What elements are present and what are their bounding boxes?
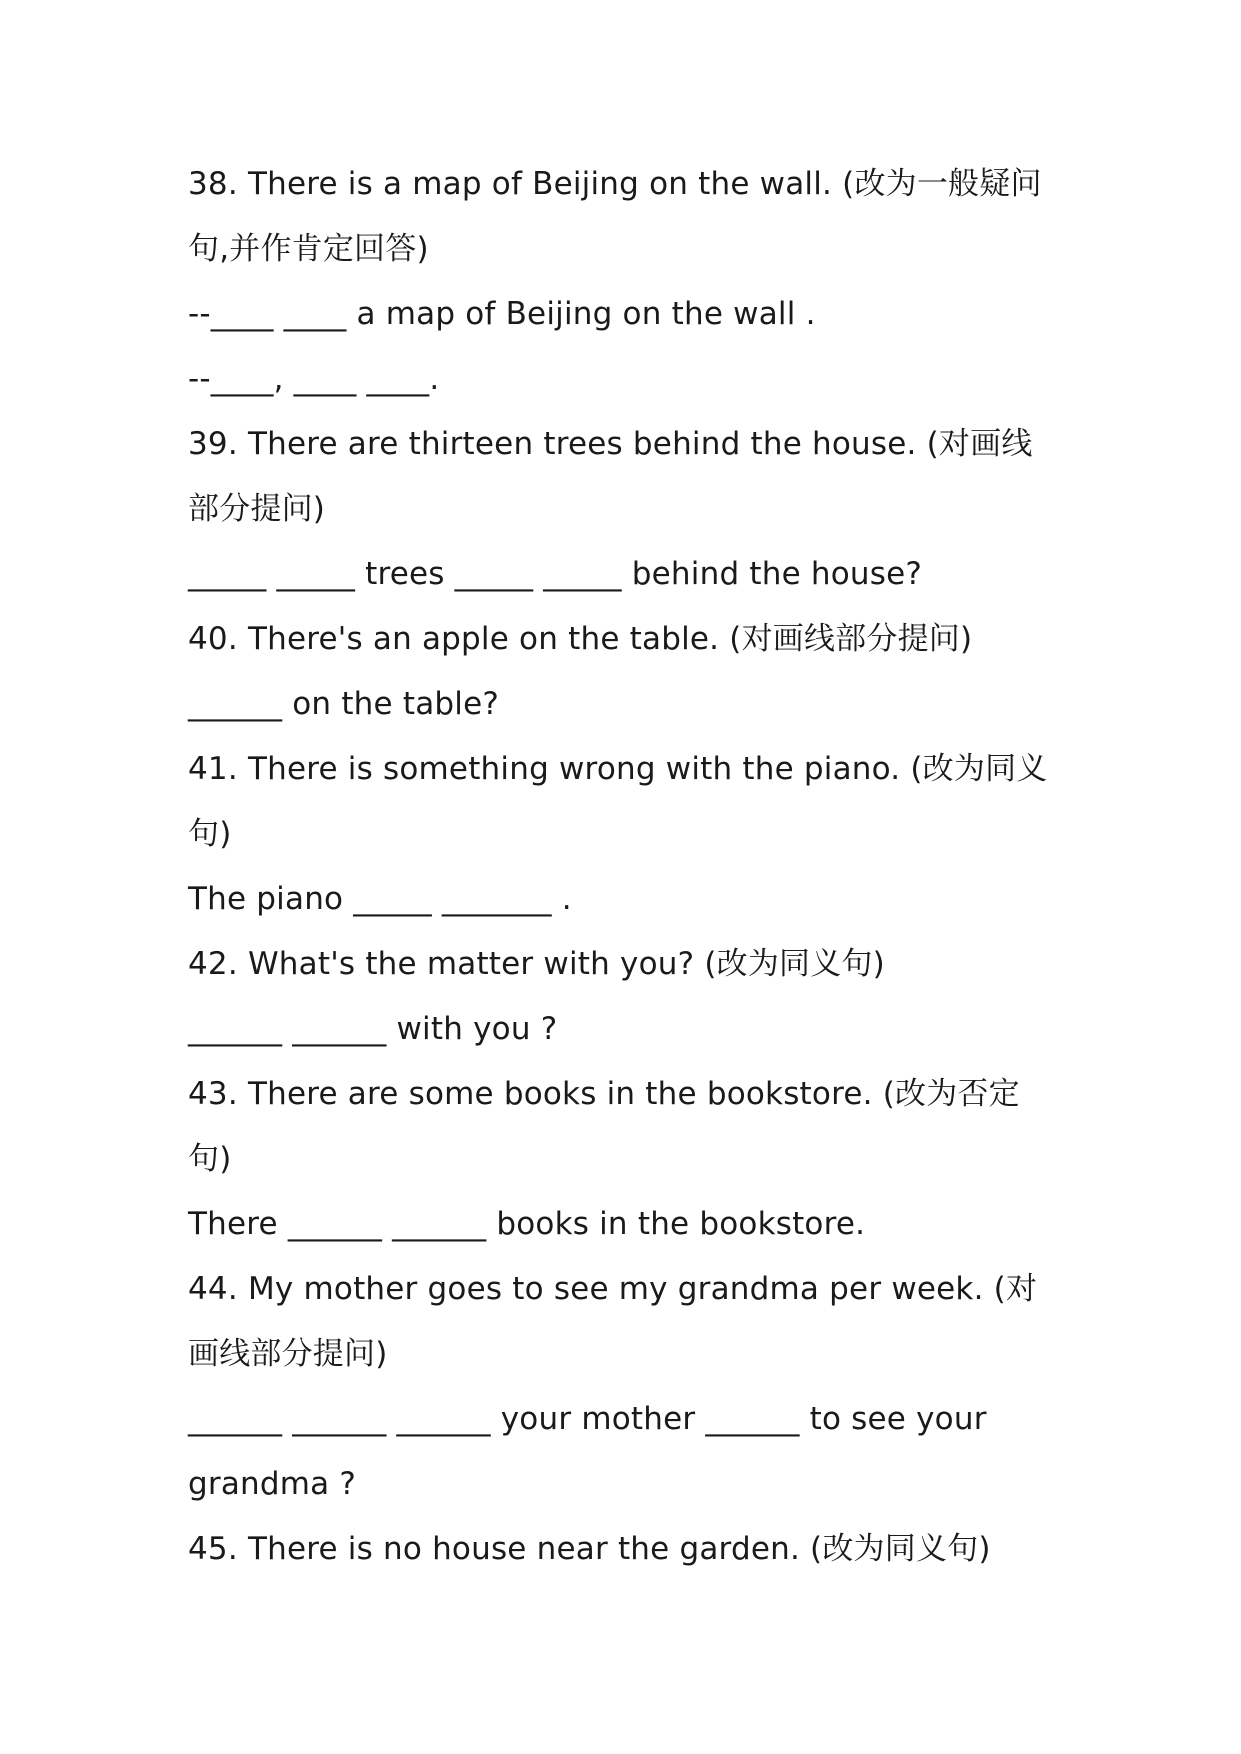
q43-prompt-line2: 句) — [188, 1141, 232, 1177]
q44-prompt-line2: 画线部分提问) — [188, 1336, 388, 1372]
q43-prompt-line1: 43. There are some books in the bookstore. (改为否定 — [188, 1076, 1020, 1112]
q38-prompt-line2: 句,并作肯定回答) — [188, 231, 429, 267]
q41-answer-line: The piano _____ _______ . — [188, 881, 572, 917]
q42-prompt-line: 42. What's the matter with you? (改为同义句) — [188, 946, 885, 982]
q38-prompt-line1: 38. There is a map of Beijing on the wall. (改为一般疑问 — [188, 166, 1042, 202]
q40-answer-line: ______ on the table? — [188, 686, 500, 722]
worksheet-page — [188, 152, 1068, 1582]
q39-prompt-line1: 39. There are thirteen trees behind the house. (对画线 — [188, 426, 1033, 462]
q44-answer-line1: ______ ______ ______ your mother ______ to see your — [188, 1401, 987, 1437]
q41-prompt-line2: 句) — [188, 816, 232, 852]
q42-answer-line: ______ ______ with you ? — [188, 1011, 558, 1047]
q45-prompt-line: 45. There is no house near the garden. (改为同义句) — [188, 1531, 991, 1567]
q39-answer-line: _____ _____ trees _____ _____ behind the house? — [188, 556, 923, 592]
q44-answer-line2: grandma ? — [188, 1466, 357, 1502]
q38-answer-line2: --____, ____ ____. — [188, 361, 440, 397]
q44-prompt-line1: 44. My mother goes to see my grandma per week. (对 — [188, 1271, 1038, 1307]
q39-prompt-line2: 部分提问) — [188, 491, 326, 527]
q41-prompt-line1: 41. There is something wrong with the piano. (改为同义 — [188, 751, 1048, 787]
q38-answer-line1: --____ ____ a map of Beijing on the wall . — [188, 296, 816, 332]
q43-answer-line: There ______ ______ books in the bookstore. — [188, 1206, 866, 1242]
q40-prompt-line: 40. There's an apple on the table. (对画线部分提问) — [188, 621, 973, 657]
